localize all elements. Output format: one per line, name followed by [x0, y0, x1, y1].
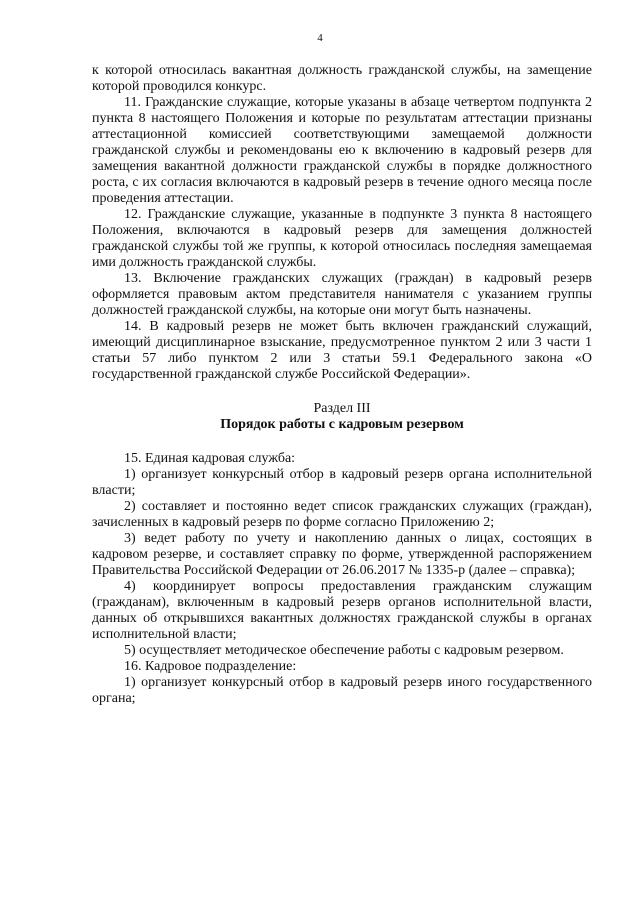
list-item-15-2: 2) составляет и постоянно ведет список гражданских служащих (граждан), зачисленных в кадровый резерв по форме согласно Приложению 2;: [92, 499, 592, 530]
page-number: 4: [317, 32, 323, 44]
section-label: Раздел III: [313, 401, 371, 416]
paragraph-item-15: 15. Единая кадровая служба:: [124, 451, 296, 466]
document-body: [92, 63, 592, 707]
paragraph-item-14: 14. В кадровый резерв не может быть включен гражданский служащий, имеющий дисциплинарное взыскание, предусмотренное пунктом 2 или 3 части 1 статьи 57 либо пунктом 2 или 3 статьи 59.1 Федерального закона «О государственной гражданской службе Российской Федерации».: [92, 319, 592, 382]
paragraph-item-11: 11. Гражданские служащие, которые указаны в абзаце четвертом подпункта 2 пункта 8 настоящего Положения и которые по результатам аттестации признаны аттестационной комиссией соответствующими замещаемой должности гражданской службы и рекомендованы ею к включению в кадровый резерв для замещения вакантной должности гражданской службы в порядке должностного роста, с их согласия включаются в кадровый резерв в течение одного месяца после проведения аттестации.: [92, 95, 592, 206]
paragraph-item-13: 13. Включение гражданских служащих (граждан) в кадровый резерв оформляется правовым актом представителя нанимателя с указанием группы должностей гражданской службы, на которые они могут быть назначены.: [92, 271, 592, 318]
list-item-15-1: 1) организует конкурсный отбор в кадровый резерв органа исполнительной власти;: [92, 467, 592, 498]
paragraph-item-16: 16. Кадровое подразделение:: [124, 659, 297, 674]
list-item-15-3: 3) ведет работу по учету и накоплению данных о лицах, состоящих в кадровом резерве, и составляет справку по форме, утвержденной распоряжением Правительства Российской Федерации от 26.06.2017 № 1335-р (далее – справка);: [92, 531, 592, 578]
section-title: Порядок работы с кадровым резервом: [220, 417, 464, 432]
list-item-15-4: 4) координирует вопросы предоставления гражданским служащим (гражданам), включенным в кадровый резерв органов исполнительной власти, данных об открывшихся вакантных должностях гражданской службы в органах исполнительной власти;: [92, 579, 592, 642]
paragraph-continuation: к которой относилась вакантная должность гражданской службы, на замещение которой проводился конкурс.: [92, 63, 592, 94]
paragraph-item-12: 12. Гражданские служащие, указанные в подпункте 3 пункта 8 настоящего Положения, включаются в кадровый резерв для замещения должностей гражданской службы той же группы, к которой относилась последняя замещаемая ими должность гражданской службы.: [92, 207, 592, 270]
list-item-15-5: 5) осуществляет методическое обеспечение работы с кадровым резервом.: [124, 643, 564, 658]
list-item-16-1: 1) организует конкурсный отбор в кадровый резерв иного государственного органа;: [92, 675, 592, 706]
